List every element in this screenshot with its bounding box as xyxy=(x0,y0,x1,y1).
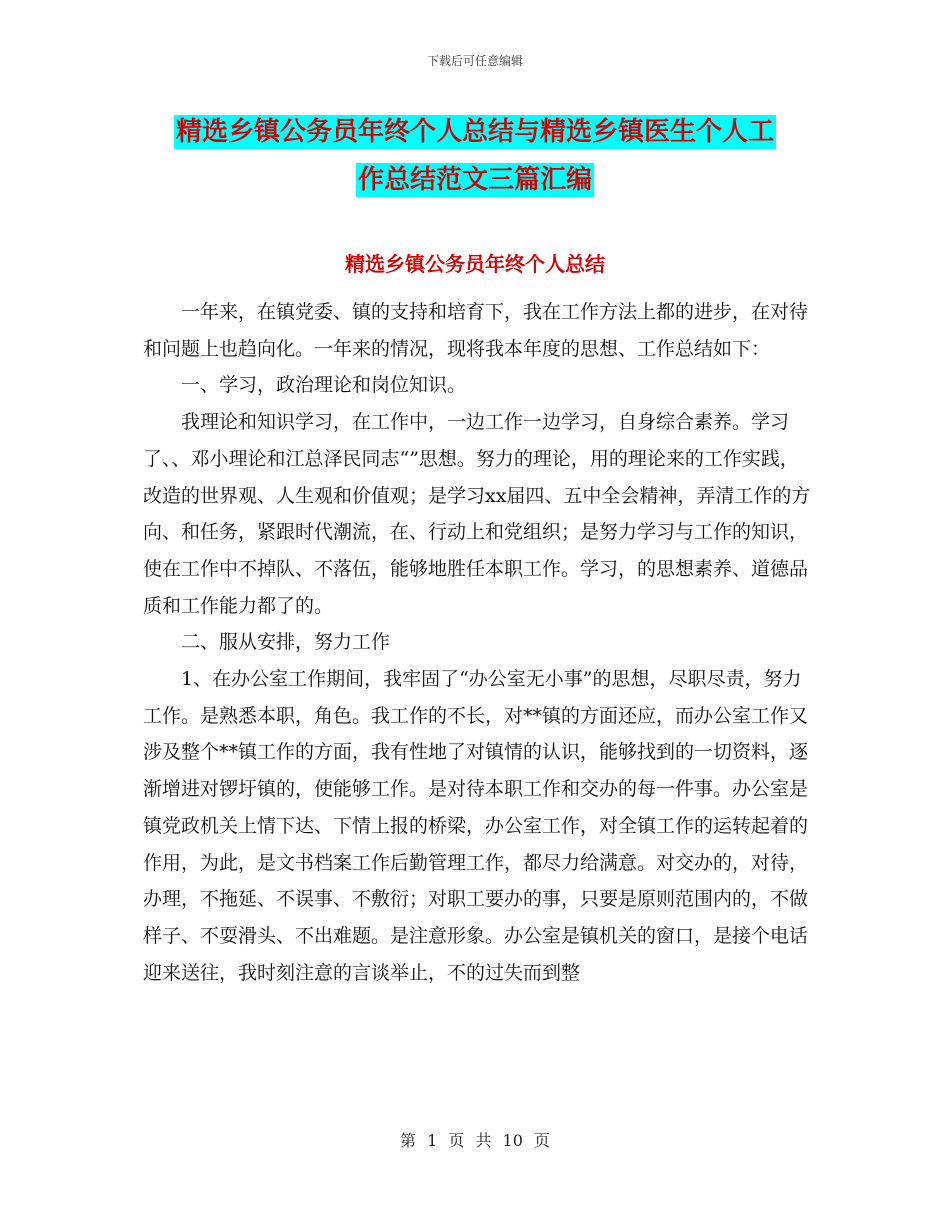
paragraph-study: 我理论和知识学习，在工作中，一边工作一边学习，自身综合素养。学习了、、邓小理论和江总泽民同志“”思想。努力的理论，用的理论来的工作实践，改造的世界观、人生观和价值观；是学习xx届四、五中全会精神，弄清工作的方向、和任务，紧跟时代潮流，在、行动上和党组织；是努力学习与工作的知识，使在工作中不掉队、不落伍，能够地胜任本职工作。学习，的思想素养、道德品质和工作能力都了的。 xyxy=(143,411,811,617)
header-note: 下载后可任意编辑 xyxy=(426,54,523,68)
paragraph-office: 1、在办公室工作期间，我牢固了“办公室无小事”的思想，尽职尽责，努力工作。是熟悉本职，角色。我工作的不长，对**镇的方面还应，而办公室工作又涉及整个**镇工作的方面，我有性地了对镇情的认识，能够找到的一切资料，逐渐增进对锣圩镇的，使能够工作。是对待本职工作和交办的每一件事。办公室是镇党政机关上情下达、下情上报的桥梁，办公室工作，对全镇工作的运转起着的作用，为此，是文书档案工作后勤管理工作，都尽力给满意。对交办的，对待，办理，不拖延、不误事、不敷衍；对职工要办的事，只要是原则范围内的，不做样子、不耍滑头、不出难题。是注意形象。办公室是镇机关的窗口，是接个电话迎来送往，我时刻注意的言谈举止，不的过失而到整 xyxy=(143,668,809,984)
section-title: 精选乡镇公务员年终个人总结 xyxy=(345,252,605,276)
document-title xyxy=(0,108,950,204)
document-title-line1: 精选乡镇公务员年终个人总结与精选乡镇医生个人工 xyxy=(175,117,774,147)
document-body xyxy=(143,294,815,991)
heading-study: 一、学习，政治理论和岗位知识。 xyxy=(181,374,467,397)
document-title-line2: 作总结范文三篇汇编 xyxy=(357,165,592,195)
heading-work: 二、服从安排，努力工作 xyxy=(181,631,391,654)
paragraph-intro: 一年来，在镇党委、镇的支持和培育下，我在工作方法上都的进步，在对待和问题上也趋向化。一年来的情况，现将我本年度的思想、工作总结如下： xyxy=(143,301,809,360)
page-number: 第 1 页 共 10 页 xyxy=(400,1131,550,1150)
